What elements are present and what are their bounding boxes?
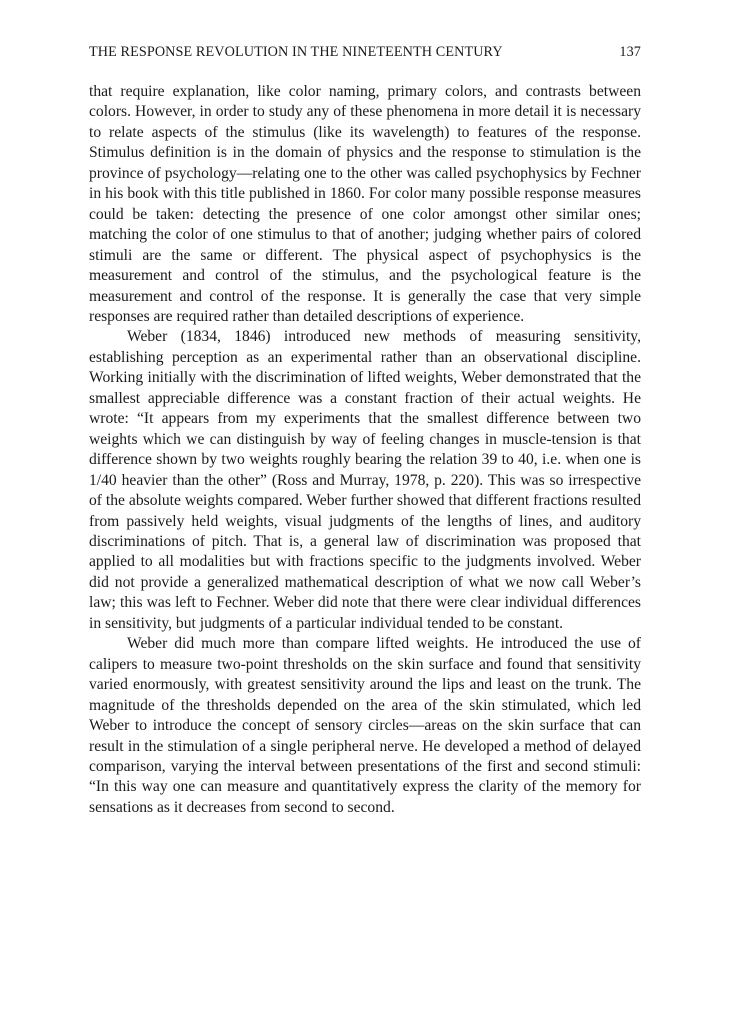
paragraph-weber-methods: Weber (1834, 1846) introduced new methods of measuring sensitivity, establishing perception as an experimental rather than an observational discipline. Working initially with the discrimination of lifted weights, Weber demonstrated that the smallest appreciable difference was a constant fraction of their actual weights. He wrote: “It appears from my experiments that the smallest difference between two weights which we can distinguish by way of feeling changes in muscle-tension is that difference shown by two weights roughly bearing the relation 39 to 40, i.e. when one is 1/40 heavier than the other” (Ross and Murray, 1978, p. 220). This was so irrespective of the absolute weights compared. Weber further showed that different fractions resulted from passively held weights, visual judgments of the lengths of lines, and auditory discriminations of pitch. That is, a general law of discrimination was proposed that applied to all modalities but with fractions specific to the judgments involved. Weber did not provide a generalized mathematical description of what we now call Weber’s law; this was left to Fechner. Weber did note that there were clear individual differences in sensitivity, but judgments of a particular individual tended to be constant.: [89, 328, 641, 632]
body-text: [89, 82, 641, 818]
book-page: [89, 44, 641, 818]
paragraph-weber-calipers: Weber did much more than compare lifted weights. He introduced the use of calipers to measure two-point thresholds on the skin surface and found that sensitivity varied enormously, with greatest sensitivity around the lips and least on the trunk. The magnitude of the thresholds depended on the area of the skin stimulated, which led Weber to introduce the concept of sensory circles—areas on the skin surface that can result in the stimulation of a single peripheral nerve. He developed a method of delayed comparison, varying the interval between presentations of the first and second stimuli: “In this way one can measure and quantitatively express the clarity of the memory for sensations as it decreases from second to second.: [89, 635, 641, 816]
paragraph-continued: that require explanation, like color naming, primary colors, and contrasts between colors. However, in order to study any of these phenomena in more detail it is necessary to relate aspects of the stimulus (like its wavelength) to features of the response. Stimulus definition is in the domain of physics and the response to stimulation is the province of psychology—relating one to the other was called psychophysics by Fechner in his book with this title published in 1860. For color many possible response measures could be taken: detecting the presence of one color amongst other similar ones; matching the color of one stimulus to that of another; judging whether pairs of colored stimuli are the same or different. The physical aspect of psychophysics is the measurement and control of the stimulus, and the psychological feature is the measurement and control of the response. It is generally the case that very simple responses are required rather than detailed descriptions of experience.: [89, 83, 641, 325]
running-title: THE RESPONSE REVOLUTION IN THE NINETEENTH CENTURY: [89, 44, 503, 60]
page-number: 137: [619, 44, 641, 60]
running-head: [89, 44, 641, 68]
